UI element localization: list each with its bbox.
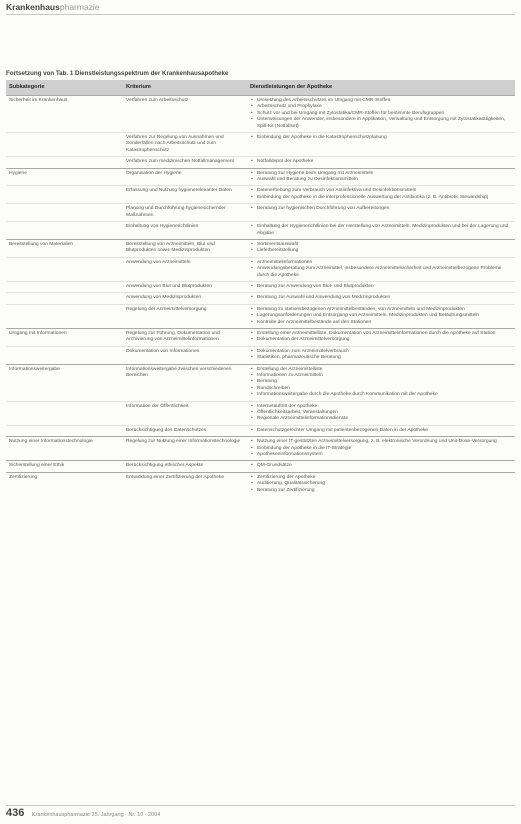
service-list: [250, 404, 512, 423]
service-list: [250, 439, 512, 458]
service-item: • Auswahl und Beratung zu Desinfektionsmitteln: [250, 177, 512, 183]
service-item: • Kontrolle der Arzneimittelbestände auf den Stationen: [250, 320, 512, 326]
cell-kriterium: Anwendung von Arzneimitteln: [123, 257, 247, 281]
table-row: [6, 281, 515, 292]
cell-kriterium: Organisation der Hygiene: [123, 168, 247, 186]
service-item: • Dokumentation der Arzneimittelversorgung: [250, 337, 512, 343]
cell-dienstleistungen: [247, 328, 515, 346]
cell-subkategorie: Sicherheit im Krankenhaus: [6, 96, 123, 133]
table-row: [6, 401, 515, 425]
service-item: • Notfalldepot der Apotheke: [250, 159, 512, 165]
service-list: [250, 98, 512, 130]
table-caption: Fortsetzung von Tab. 1 Dienstleistungsspektrum der Krankenhausapotheke: [6, 70, 229, 77]
cell-dienstleistungen: [247, 437, 515, 461]
service-item: • Einbindung der Apotheke in die IT-Strategie: [250, 446, 512, 452]
table-row: [6, 304, 515, 328]
service-item: • Datenerhebung zum Verbrauch von Antiinfektiva und Desinfektionsmitteln: [250, 188, 512, 194]
table-body: [6, 96, 515, 497]
cell-dienstleistungen: [247, 157, 515, 168]
service-item: • Apothekeninformationssystem: [250, 452, 512, 458]
cell-kriterium: Regelung der Arzneimittelversorgung: [123, 304, 247, 328]
service-item: • Beratung zur Zertifizierung: [250, 488, 512, 494]
table-row: [6, 168, 515, 186]
table-row: [6, 257, 515, 281]
cell-subkategorie: [6, 186, 123, 204]
service-list: [250, 428, 512, 434]
service-list: [250, 475, 512, 494]
service-list: [250, 171, 512, 184]
cell-dienstleistungen: [247, 257, 515, 281]
cell-kriterium: Verfahren zum medizinischen Notfallmanagement: [123, 157, 247, 168]
service-list: [250, 159, 512, 165]
service-list: [250, 224, 512, 237]
cell-subkategorie: Sicherstellung einer Ethik: [6, 461, 123, 472]
cell-dienstleistungen: [247, 168, 515, 186]
cell-kriterium: Berücksichtigung des Datenschutzes: [123, 425, 247, 436]
cell-dienstleistungen: [247, 222, 515, 240]
cell-kriterium: Regelung zur Führung, Dokumentation und Archivierung von Arzneimittelinformationen: [123, 328, 247, 346]
table-row: [6, 157, 515, 168]
service-item: • Erstellung der Arzneimittelliste: [250, 367, 512, 373]
cell-dienstleistungen: [247, 304, 515, 328]
service-item: • Informationen zu Arzneimitteln: [250, 373, 512, 379]
running-header: [6, 2, 100, 12]
service-item: • Nutzung einer IT-gestützten Arzneimittelversorgung, z. B. elektronische Verordnung und Unit-Dose-Versorgung: [250, 439, 512, 445]
cell-dienstleistungen: [247, 364, 515, 401]
cell-subkategorie: Nutzung einer Informationstechnologie: [6, 437, 123, 461]
header-subkategorie: Subkategorie: [6, 80, 123, 96]
header-title: Krankenhaus: [6, 2, 60, 12]
header-subtitle: pharmazie: [59, 2, 100, 12]
table-row: [6, 461, 515, 472]
service-item: • Beratung zur Anwendung von Blut- und Blutprodukten: [250, 284, 512, 290]
service-item: • Öffentlichkeitsarbeit, Veranstaltungen: [250, 410, 512, 416]
service-list: [250, 367, 512, 399]
cell-kriterium: Bereitstellung von Arzneimitteln, Blut und Blutprodukten sowie Medizinprodukten: [123, 239, 247, 257]
cell-dienstleistungen: [247, 96, 515, 133]
cell-kriterium: Einhaltung von Hygienerichtlinien: [123, 222, 247, 240]
cell-kriterium: Anwendung von Medizinprodukten: [123, 293, 247, 304]
service-item: • QM-Grundsätze: [250, 463, 512, 469]
cell-kriterium: Regelung zur Nutzung einer Informationstechnologie: [123, 437, 247, 461]
service-item: • Beratung zur Hygiene beim Umgang mit Arzneimitteln: [250, 171, 512, 177]
cell-kriterium: Informationsweitergabe zwischen verschiedenen Bereichen: [123, 364, 247, 401]
cell-subkategorie: [6, 222, 123, 240]
service-item: • Anwendungsberatung zum Arzneimittel, insbesondere Arzneimittelsicherheit und Arzneimittelbezogene Probleme durch die Apotheke: [250, 266, 512, 279]
cell-subkategorie: [6, 157, 123, 168]
cell-subkategorie: Umgang mit Informationen: [6, 328, 123, 346]
header-rule: [6, 14, 515, 15]
cell-subkategorie: [6, 257, 123, 281]
service-item: • Lagerungsanforderungen und Entsorgung von Arzneimitteln, Medizinprodukten und Betäubungsmitteln: [250, 313, 512, 319]
cell-dienstleistungen: [247, 133, 515, 157]
service-item: • Rundschreiben: [250, 386, 512, 392]
service-item: • Dokumentation zum Arzneimittelverbrauch: [250, 349, 512, 355]
service-item: • Internetauftritt der Apotheke: [250, 404, 512, 410]
cell-subkategorie: Bereitstellung von Materialien: [6, 239, 123, 257]
service-item: • Regionale Arzneimittelinformationsdienste: [250, 416, 512, 422]
table-row: [6, 346, 515, 364]
cell-dienstleistungen: [247, 281, 515, 292]
cell-subkategorie: Hygiene: [6, 168, 123, 186]
cell-dienstleistungen: [247, 461, 515, 472]
service-item: • Beratung zur Auswahl und Anwendung von Medizinprodukten: [250, 295, 512, 301]
service-list: [250, 463, 512, 469]
service-item: • Erstellung einer Arzneimittelliste, Dokumentation von Arzneimittelinformationen durch die Apotheke auf Station: [250, 331, 512, 337]
cell-subkategorie: Informationsweitergabe: [6, 364, 123, 401]
cell-kriterium: Planung und Durchführung hygienesichernder Maßnahmen: [123, 204, 247, 222]
cell-subkategorie: [6, 304, 123, 328]
cell-dienstleistungen: [247, 346, 515, 364]
cell-subkategorie: Zertifizierung: [6, 472, 123, 496]
table-row: [6, 328, 515, 346]
table-row: [6, 437, 515, 461]
service-list: [250, 135, 512, 141]
service-item: • Lieferbereitstellung: [250, 248, 512, 254]
service-item: • Beratung zur hygienischen Durchführung von Aufbereitungen: [250, 206, 512, 212]
cell-dienstleistungen: [247, 425, 515, 436]
cell-subkategorie: [6, 281, 123, 292]
cell-dienstleistungen: [247, 401, 515, 425]
table-row: [6, 472, 515, 496]
service-list: [250, 188, 512, 201]
service-item: • Informationsweitergabe durch die Apotheke durch Kommunikation mit der Apotheke: [250, 392, 512, 398]
table-row: [6, 222, 515, 240]
cell-kriterium: Dokumentation von Informationen: [123, 346, 247, 364]
service-item: • Statistiken, pharmazeutische Beratung: [250, 355, 512, 361]
cell-kriterium: Erfassung und Nutzung hygienerelevanter Daten: [123, 186, 247, 204]
cell-subkategorie: [6, 401, 123, 425]
cell-kriterium: Verfahren zur Regelung von Ausnahmen und Sonderfällen nach Arbeitsschutz und zum Katastrophenschutz: [123, 133, 247, 157]
cell-subkategorie: [6, 293, 123, 304]
table-row: [6, 133, 515, 157]
table-row: [6, 186, 515, 204]
page-number: 436: [6, 807, 25, 819]
service-list: [250, 206, 512, 212]
cell-kriterium: Verfahren zum Arbeitsschutz: [123, 96, 247, 133]
service-item: • Auditierung, Qualitätssicherung: [250, 481, 512, 487]
cell-subkategorie: [6, 133, 123, 157]
services-table: [6, 80, 515, 496]
cell-kriterium: Anwendung von Blut und Blutprodukten: [123, 281, 247, 292]
cell-dienstleistungen: [247, 204, 515, 222]
service-item: • Unterweisungen der Anwender, insbesondere in Applikation, Verwaltung und Entsorgung mit Zytostatikatätigkeiten, Spill-Kit (Notfallset): [250, 117, 512, 130]
service-item: • Arzneimittelinformationen: [250, 260, 512, 266]
header-dienstleistungen: Dienstleistungen der Apotheke: [247, 80, 515, 96]
service-item: • Datenschutzgerechter Umgang mit patientenbezogenen Daten in der Apotheke: [250, 428, 512, 434]
service-list: [250, 331, 512, 344]
cell-dienstleistungen: [247, 472, 515, 496]
service-item: • Schutz vor und bei Umgang mit Zytostatika/CMR-Stoffen für bestimmte Berufsgruppen: [250, 111, 512, 117]
cell-kriterium: Entwicklung einer Zertifizierung der Apotheke: [123, 472, 247, 496]
service-list: [250, 284, 512, 290]
service-item: • Umsetzung des Arbeitsschutzes im Umgang mit CMR-Stoffen: [250, 98, 512, 104]
service-item: • Zertifizierung der Apotheke: [250, 475, 512, 481]
service-item: • Beratung zu stationsbezogenen Arzneimittelbeständen, von Arzneimitteln und Medizinprodukten: [250, 307, 512, 313]
footer-rule: [6, 805, 515, 806]
service-list: [250, 307, 512, 326]
service-item: • Einbindung der Apotheke in die interprofessionelle Auswertung der Antibiotika (z. B. Antibiotic Stewardship): [250, 195, 512, 201]
running-footer: [6, 807, 160, 819]
table-row: [6, 293, 515, 304]
service-item: • Sortimentsauswahl: [250, 242, 512, 248]
service-list: [250, 295, 512, 301]
journal-name: Krankenhauspharmazie: [31, 812, 90, 818]
journal-issue: 25. Jahrgang · Nr. 10 · 2004: [91, 812, 161, 818]
cell-dienstleistungen: [247, 293, 515, 304]
service-item: • Einhaltung der Hygienerichtlinien bei der Herstellung von Arzneimitteln, Medizinprodukten und bei der Lagerung und Abgabe: [250, 224, 512, 237]
header-kriterium: Kriterium: [123, 80, 247, 96]
cell-subkategorie: [6, 346, 123, 364]
cell-subkategorie: [6, 204, 123, 222]
cell-dienstleistungen: [247, 239, 515, 257]
table-row: [6, 96, 515, 133]
cell-dienstleistungen: [247, 186, 515, 204]
service-list: [250, 349, 512, 362]
service-list: [250, 260, 512, 279]
table-row: [6, 364, 515, 401]
cell-kriterium: Berücksichtigung ethischer Aspekte: [123, 461, 247, 472]
cell-subkategorie: [6, 425, 123, 436]
cell-kriterium: Information der Öffentlichkeit: [123, 401, 247, 425]
service-item: • Einbindung der Apotheke in die Katastrophenschutzplanung: [250, 135, 512, 141]
table-header-row: [6, 80, 515, 96]
table-row: [6, 204, 515, 222]
table-row: [6, 425, 515, 436]
service-item: • Beratung: [250, 379, 512, 385]
service-list: [250, 242, 512, 255]
table-row: [6, 239, 515, 257]
service-item: • Arbeitsschutz und Prophylaxe: [250, 104, 512, 110]
